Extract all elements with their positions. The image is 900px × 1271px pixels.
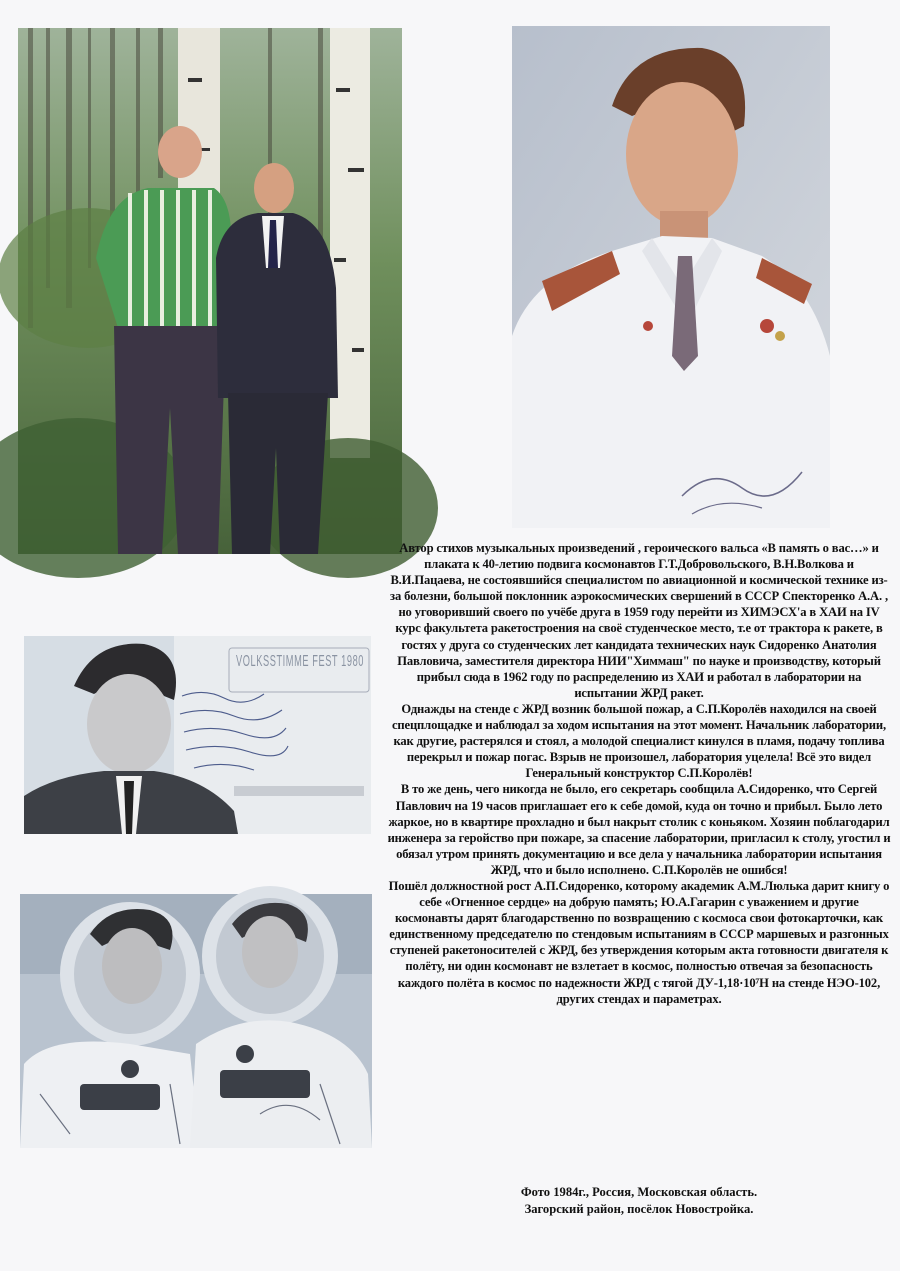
paragraph-career: Пошёл должностной рост А.П.Сидоренко, которому академик А.М.Люлька дарит книгу о себе «Огненное сердце» на добрую память; Ю.А.Гагарин с уважением и другие космонавты дарят благодарственно по возвращению с космоса свои фотокарточки, как единственному председателю по стендовым испытаниям в СССР маршевых и разгонных ступеней ракетоносителей с ЖРД, без утверждения которым акта готовности двигателя к полёту, ни один космонавт не взлетает в космос, полностью отвечая за безопасность каждого полёта в космос по надежности ЖРД с тягой ДУ-1,18·10⁷Н на стенде НЭО-102, других стендах и параметрах. bbox=[388, 878, 890, 1006]
photo-forest-two-men bbox=[18, 28, 402, 554]
photo-caption bbox=[386, 1184, 892, 1218]
caption-line-1: Фото 1984г., Россия, Московская область. bbox=[520, 1185, 758, 1199]
paragraph-korolev-invite: В то же день, чего никогда не было, его секретарь сообщила А.Сидоренко, что Сергей Павлович на 19 часов приглашает его к себе домой, куда он точно и прибыл. Было лето жаркое, но в квартире прохладно и был накрыт столик с коньяком. Хозяин поблагодарил инженера за геройство при пожаре, за спасение лаборатории, пригласил к столу, угостил и обязал утром принять документацию и все дела у начальника лаборатории испытания ЖРД, что и было исполнено. С.П.Королёв не ошибся! bbox=[387, 782, 891, 877]
stamp-text: VOLKSSTIMME FEST 1980 bbox=[236, 653, 364, 670]
caption-line-2: Загорский район, посёлок Новостройка. bbox=[524, 1202, 754, 1216]
photo-crew-spacesuits bbox=[20, 894, 372, 1148]
article-text bbox=[386, 540, 892, 1007]
paragraph-author: Автор стихов музыкальных произведений , героического вальса «В память о вас…» и плаката к 40-летию подвига космонавтов Г.Т.Добровольского, В.Н.Волкова и В.И.Пацаева, не состоявшийся специалистом по авиационной и космической технике из-за болезни, большой поклонник аэрокосмических свершений в СССР Спекторенко А.А. , но уговоривший своего по учёбе друга в 1959 году перейти из ХИМЭСХ'а в ХАИ на IV курс факультета ракетостроения на своё студенческое место, т.е от трактора к ракете, в гостях у друга со студенческих лет кандидата технических наук Сидоренко Анатолия Павловича, заместителя директора НИИ"Химмаш" по науке и производству, который прибыл сюда в 1962 году по распределению из ХАИ и работал в лаборатории на испытании ЖРД ракет. bbox=[390, 541, 888, 700]
photo-cosmonaut-signed bbox=[24, 636, 371, 834]
photo-portrait-officer bbox=[512, 26, 830, 528]
paragraph-fire: Однажды на стенде с ЖРД возник большой пожар, а С.П.Королёв находился на своей спецплощадке и наблюдал за ходом испытания на этот момент. Начальник лаборатории, как другие, растерялся и стоял, а молодой специалист кинулся в пламя, подачу топлива перекрыл и пожар погас. Взрыв не произошел, лаборатория уцелела! Всё это видел Генеральный конструктор С.П.Королёв! bbox=[391, 701, 887, 781]
